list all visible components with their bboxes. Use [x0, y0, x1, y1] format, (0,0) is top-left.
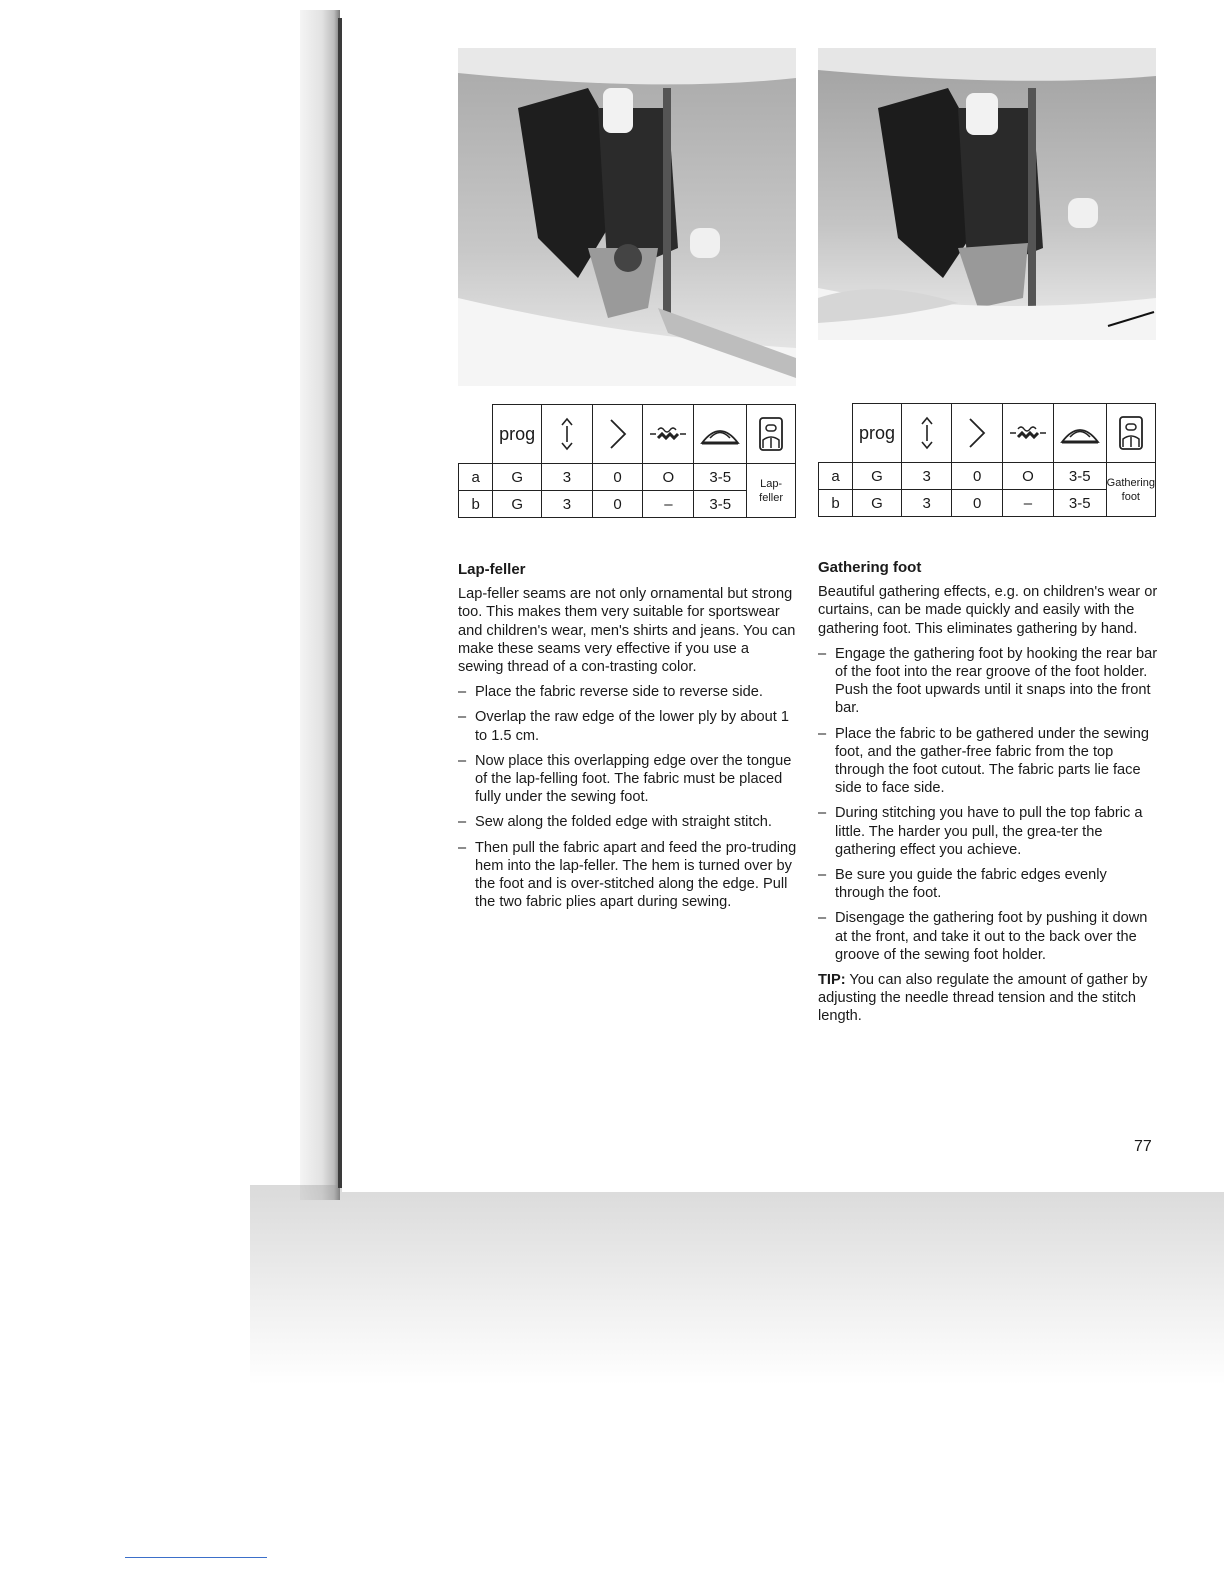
table-cell: – [643, 491, 694, 518]
section-title: Lap-feller [458, 561, 526, 578]
list-item: – Place the fabric to be gathered under the sewing foot, and the gather-free fabric from the top through the foot cutout. The fabric parts lie face side to face side. [818, 725, 1158, 798]
gathering-foot-photo [818, 48, 1156, 340]
prog-header: prog [853, 404, 902, 463]
stitch-width-icon [592, 405, 643, 464]
instruction-list [458, 683, 798, 911]
list-item: – Then pull the fabric apart and feed the pro-truding hem into the lap-feller. The hem is turned over by the foot and is over-stitched along the edge. Pull the two fabric plies apart during sewing. [458, 839, 798, 912]
row-label: b [459, 491, 493, 518]
list-item: – Sew along the folded edge with straight stitch. [458, 813, 798, 831]
table-row [459, 464, 796, 491]
section-title: Gathering foot [818, 559, 922, 576]
table-cell: 3-5 [1053, 490, 1106, 517]
prog-header: prog [493, 405, 542, 464]
table-header-row [819, 404, 1156, 463]
foot-type-cell: Lap- feller [747, 464, 796, 518]
tip-paragraph [818, 971, 1158, 1026]
table-cell: – [1002, 490, 1053, 517]
sewing-machine-gathering-foot-photo [818, 48, 1156, 340]
tip-label: TIP: [818, 972, 846, 989]
table-cell: 3-5 [1053, 463, 1106, 490]
table-cell: G [493, 491, 542, 518]
tip-text: You can also regulate the amount of gather by adjusting the needle thread tension and the stitch length. [818, 972, 1148, 1025]
stitch-width-icon [952, 404, 1003, 463]
table-cell: 3 [542, 491, 593, 518]
row-label: a [459, 464, 493, 491]
table-cell: 0 [592, 464, 643, 491]
needle-position-icon [643, 405, 694, 464]
thread-tension-icon [1053, 404, 1106, 463]
table-row [819, 463, 1156, 490]
table-header-row [459, 405, 796, 464]
table-cell: 0 [952, 490, 1003, 517]
sewing-machine-lap-feller-foot-photo [458, 48, 796, 386]
table-cell: O [643, 464, 694, 491]
table-cell: 3-5 [694, 491, 747, 518]
stitch-length-icon [542, 405, 593, 464]
page-bottom-shadow [250, 1185, 1224, 1385]
list-item: – Disengage the gathering foot by pushing it down at the front, and take it out to the back over the groove of the sewing foot holder. [818, 909, 1158, 964]
presser-foot-icon [747, 405, 796, 464]
needle-position-icon [1002, 404, 1053, 463]
table-cell: 3 [542, 464, 593, 491]
foot-type-cell: Gathering foot [1106, 463, 1155, 517]
table-cell: 0 [592, 491, 643, 518]
gathering-foot-section [818, 559, 1158, 1033]
table-cell: 3-5 [694, 464, 747, 491]
section-intro: Beautiful gathering effects, e.g. on children's wear or curtains, can be made quickly and easily with the gathering foot. This eliminates gathering by hand. [818, 584, 1158, 637]
list-item: – Be sure you guide the fabric edges evenly through the foot. [818, 866, 1158, 902]
table-cell: 0 [952, 463, 1003, 490]
list-item: – Place the fabric reverse side to reverse side. [458, 683, 798, 701]
list-item: – Overlap the raw edge of the lower ply by about 1 to 1.5 cm. [458, 708, 798, 744]
gathering-foot-settings-table [818, 403, 1156, 517]
table-cell: G [853, 463, 902, 490]
list-item: – Engage the gathering foot by hooking the rear bar of the foot into the rear groove of the foot holder. Push the foot upwards until it snaps into the front bar. [818, 645, 1158, 718]
instruction-list [818, 645, 1158, 964]
section-intro: Lap-feller seams are not only ornamental but strong too. This makes them very suitable for sportswear and children's wear, men's shirts and jeans. You can make these seams very effective if you use a sewing thread of a con-trasting color. [458, 586, 796, 676]
table-cell: 3 [901, 463, 951, 490]
table-cell: G [853, 490, 902, 517]
list-item: – Now place this overlapping edge over the tongue of the lap-felling foot. The fabric must be placed fully under the sewing foot. [458, 752, 798, 807]
footer-rule [125, 1557, 267, 1558]
page-number: 77 [1134, 1138, 1152, 1155]
table-cell: 3 [901, 490, 951, 517]
lap-feller-settings-table [458, 404, 796, 518]
row-label: b [819, 490, 853, 517]
table-cell: O [1002, 463, 1053, 490]
table-row [459, 491, 796, 518]
lap-feller-photo [458, 48, 796, 386]
lap-feller-section [458, 561, 798, 918]
page-binding-edge [338, 18, 342, 1188]
thread-tension-icon [694, 405, 747, 464]
page-binding-shadow [300, 10, 340, 1200]
table-cell: G [493, 464, 542, 491]
stitch-length-icon [901, 404, 951, 463]
presser-foot-icon [1106, 404, 1155, 463]
table-row [819, 490, 1156, 517]
list-item: – During stitching you have to pull the top fabric a little. The harder you pull, the grea-ter the gathering effect you achieve. [818, 804, 1158, 859]
row-label: a [819, 463, 853, 490]
